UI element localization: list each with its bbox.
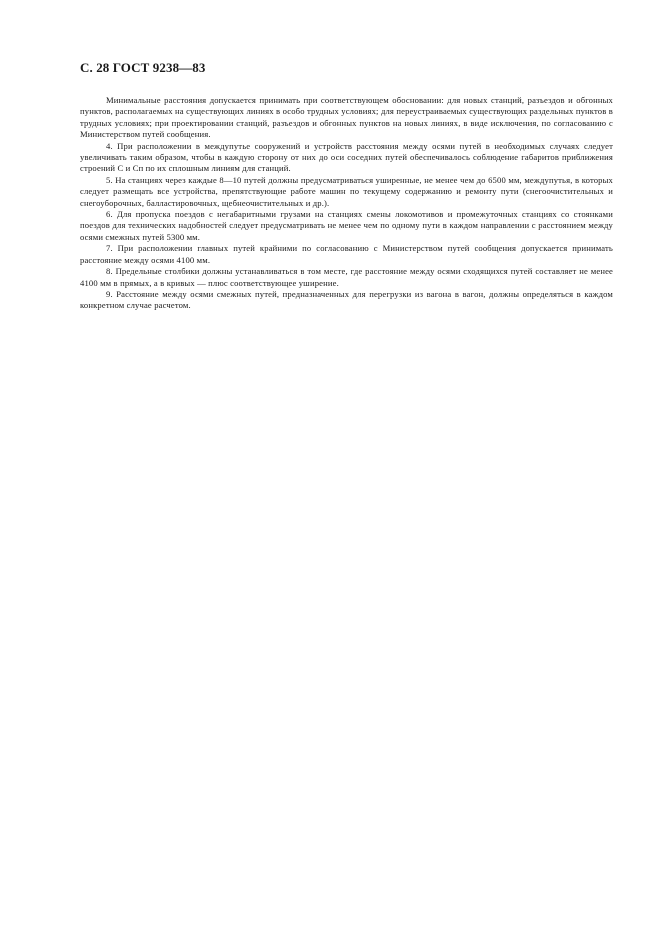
paragraph-item-7: 7. При расположении главных путей крайними по согласованию с Министерством путей сообщения допускается принимать расстояние между осями 4100 мм. <box>80 243 613 265</box>
paragraph-minimal-distances: Минимальные расстояния допускается принимать при соответствующем обосновании: для новых станций, разъездов и обгонных пунктов, располагаемых на существующих линиях в особо трудных условиях; для переустраиваемых существующих раздельных пунктов в трудных условиях; при проектировании станций, разъездов и обгонных пунктов на новых линиях, в виде исключения, по согласованию с Министерством путей сообщения. <box>80 95 613 140</box>
paragraph-item-6: 6. Для пропуска поездов с негабаритными грузами на станциях смены локомотивов и промежуточных станциях со стоянками поездов для технических надобностей следует предусматривать не менее чем по одному пути в каждом направлении с расстоянием между осями смежных путей 5300 мм. <box>80 209 613 242</box>
paragraph-item-8: 8. Предельные столбики должны устанавливаться в том месте, где расстояние между осями сходящихся путей составляет не менее 4100 мм в прямых, а в кривых — плюс соответствующее уширение. <box>80 266 613 288</box>
paragraph-item-5: 5. На станциях через каждые 8—10 путей должны предусматриваться уширенные, не менее чем до 6500 мм, междупутья, в которых следует размещать все устройства, препятствующие работе машин по текущему содержанию и ремонту пути (снегоочистительных и снегоуборочных, балластировочных, щебнеочистительных и др.). <box>80 174 613 208</box>
page-header: С. 28 ГОСТ 9238—83 <box>80 60 206 75</box>
paragraph-item-9: 9. Расстояние между осями смежных путей, предназначенных для перегрузки из вагона в вагон, должны определяться в каждом конкретном случае расчетом. <box>80 288 613 311</box>
document-body <box>80 95 613 312</box>
paragraph-item-4: 4. При расположении в междупутье сооружений и устройств расстояния между осями путей в необходимых случаях следует увеличивать таким образом, чтобы в каждую сторону от них до оси соседних путей обеспечивалось соблюдение габаритов приближения строений С и Сп по их сплошным линиям для станций. <box>80 140 613 174</box>
